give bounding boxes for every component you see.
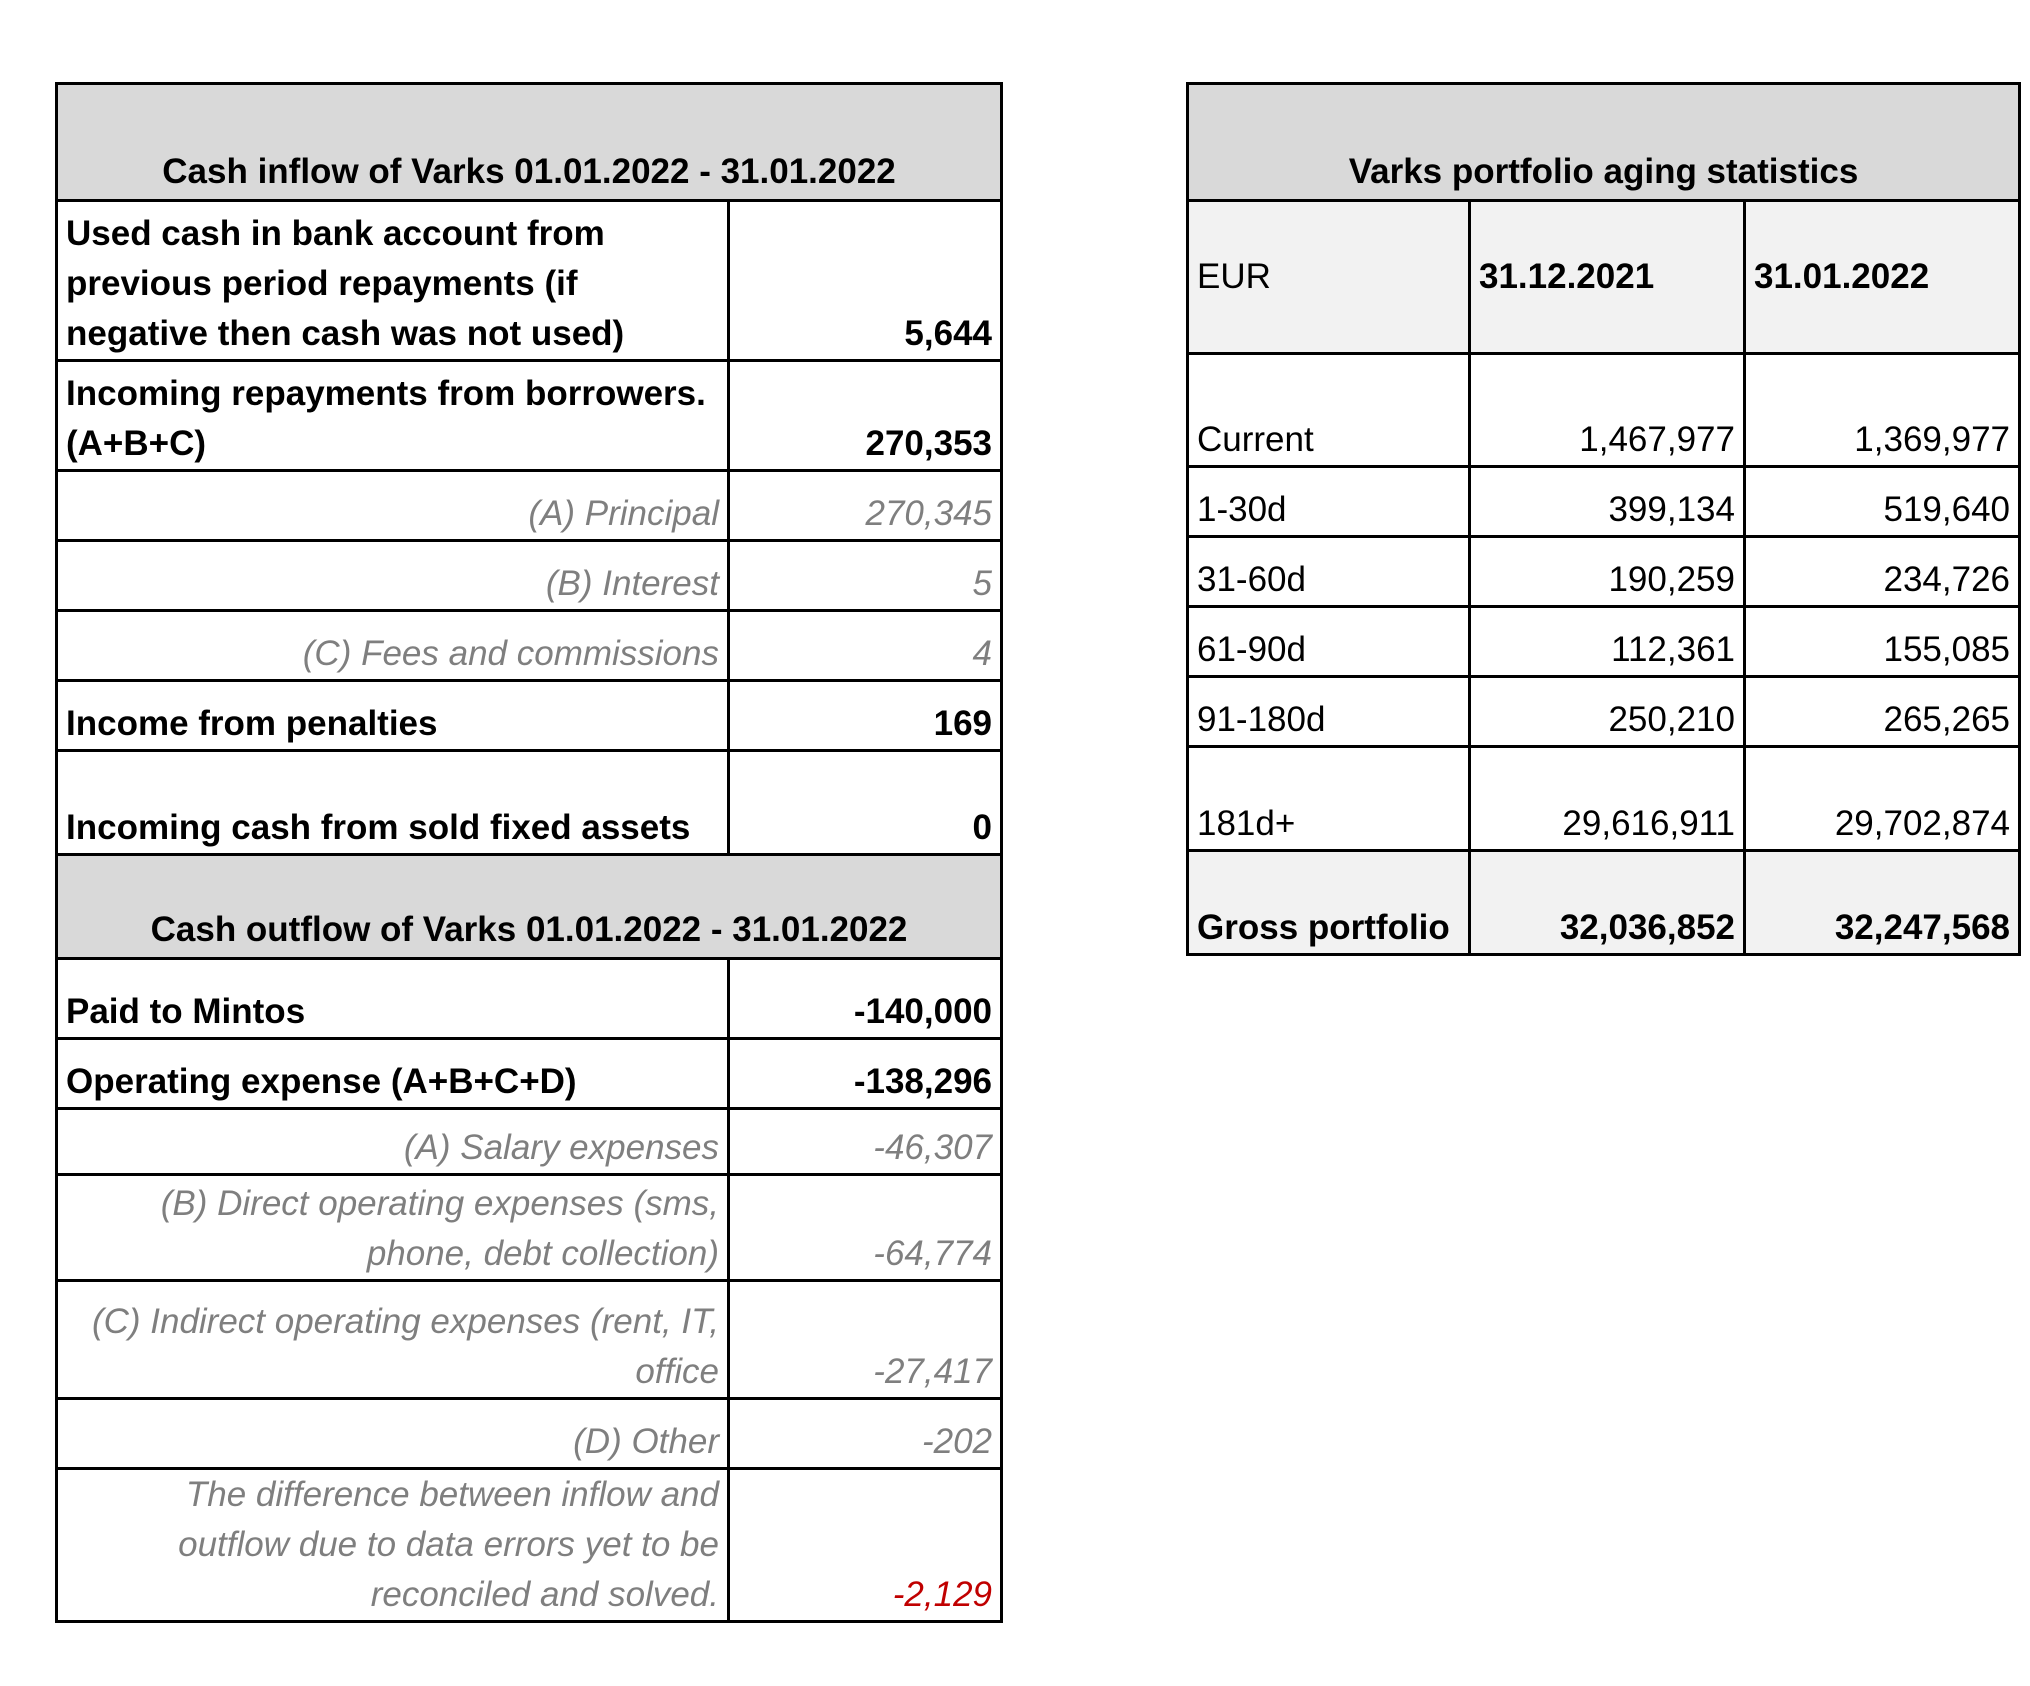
bucket-label: 1-30d	[1188, 467, 1470, 537]
total-value: 32,036,852	[1470, 851, 1745, 955]
table-row	[57, 959, 1002, 1039]
bucket-value: 250,210	[1470, 677, 1745, 747]
row-value: 4	[729, 611, 1002, 681]
table-row	[57, 681, 1002, 751]
row-label: (C) Fees and commissions	[57, 611, 729, 681]
table-row	[1188, 677, 2020, 747]
row-label: Paid to Mintos	[57, 959, 729, 1039]
bucket-value: 1,467,977	[1470, 354, 1745, 467]
bucket-label: 31-60d	[1188, 537, 1470, 607]
row-label: Income from penalties	[57, 681, 729, 751]
total-label: Gross portfolio	[1188, 851, 1470, 955]
table-row	[57, 1175, 1002, 1281]
inflow-header-row	[57, 84, 1002, 201]
bucket-label: Current	[1188, 354, 1470, 467]
aging-title: Varks portfolio aging statistics	[1188, 84, 2020, 201]
row-label: (D) Other	[57, 1399, 729, 1469]
row-label: Used cash in bank account from previous period repayments (if negative then cash was not used)	[57, 201, 729, 361]
row-value: -138,296	[729, 1039, 1002, 1109]
bucket-value: 399,134	[1470, 467, 1745, 537]
table-row	[57, 1399, 1002, 1469]
row-value: 5	[729, 541, 1002, 611]
date-header: 31.01.2022	[1745, 201, 2020, 354]
date-header: 31.12.2021	[1470, 201, 1745, 354]
outflow-title: Cash outflow of Varks 01.01.2022 - 31.01.2022	[57, 855, 1002, 959]
row-label: Incoming cash from sold fixed assets	[57, 751, 729, 855]
bucket-value: 29,702,874	[1745, 747, 2020, 851]
row-label: (B) Direct operating expenses (sms, phone, debt collection)	[57, 1175, 729, 1281]
row-label: (B) Interest	[57, 541, 729, 611]
row-label: Incoming repayments from borrowers. (A+B+C)	[57, 361, 729, 471]
gross-portfolio-row	[1188, 851, 2020, 955]
bucket-label: 181d+	[1188, 747, 1470, 851]
bucket-value: 112,361	[1470, 607, 1745, 677]
row-value: 5,644	[729, 201, 1002, 361]
inflow-title: Cash inflow of Varks 01.01.2022 - 31.01.2022	[57, 84, 1002, 201]
row-label: (A) Principal	[57, 471, 729, 541]
row-value: -46,307	[729, 1109, 1002, 1175]
row-label: (C) Indirect operating expenses (rent, IT, office	[57, 1281, 729, 1399]
table-row	[57, 1469, 1002, 1622]
cash-flow-table	[55, 82, 1003, 1623]
table-row	[1188, 354, 2020, 467]
row-value: 270,345	[729, 471, 1002, 541]
column-header-row	[1188, 201, 2020, 354]
table-row	[57, 361, 1002, 471]
bucket-value: 155,085	[1745, 607, 2020, 677]
portfolio-aging-table	[1186, 82, 2021, 956]
total-value: 32,247,568	[1745, 851, 2020, 955]
table-row	[57, 1109, 1002, 1175]
table-row	[57, 201, 1002, 361]
table-row	[1188, 537, 2020, 607]
bucket-label: 61-90d	[1188, 607, 1470, 677]
bucket-value: 265,265	[1745, 677, 2020, 747]
bucket-value: 1,369,977	[1745, 354, 2020, 467]
bucket-label: 91-180d	[1188, 677, 1470, 747]
row-value: -64,774	[729, 1175, 1002, 1281]
table-row	[57, 471, 1002, 541]
table-row	[57, 611, 1002, 681]
row-value: -2,129	[729, 1469, 1002, 1622]
bucket-value: 190,259	[1470, 537, 1745, 607]
currency-header: EUR	[1188, 201, 1470, 354]
table-row	[57, 751, 1002, 855]
table-row	[1188, 607, 2020, 677]
table-row	[1188, 467, 2020, 537]
aging-header-row	[1188, 84, 2020, 201]
row-value: 169	[729, 681, 1002, 751]
table-row	[57, 541, 1002, 611]
bucket-value: 234,726	[1745, 537, 2020, 607]
row-value: -27,417	[729, 1281, 1002, 1399]
row-value: -202	[729, 1399, 1002, 1469]
bucket-value: 29,616,911	[1470, 747, 1745, 851]
row-value: -140,000	[729, 959, 1002, 1039]
row-value: 270,353	[729, 361, 1002, 471]
table-row	[57, 1039, 1002, 1109]
bucket-value: 519,640	[1745, 467, 2020, 537]
row-label: The difference between inflow and outflow due to data errors yet to be reconciled and solved.	[57, 1469, 729, 1622]
row-label: (A) Salary expenses	[57, 1109, 729, 1175]
row-label: Operating expense (A+B+C+D)	[57, 1039, 729, 1109]
table-row	[57, 1281, 1002, 1399]
table-row	[1188, 747, 2020, 851]
row-value: 0	[729, 751, 1002, 855]
outflow-header-row	[57, 855, 1002, 959]
